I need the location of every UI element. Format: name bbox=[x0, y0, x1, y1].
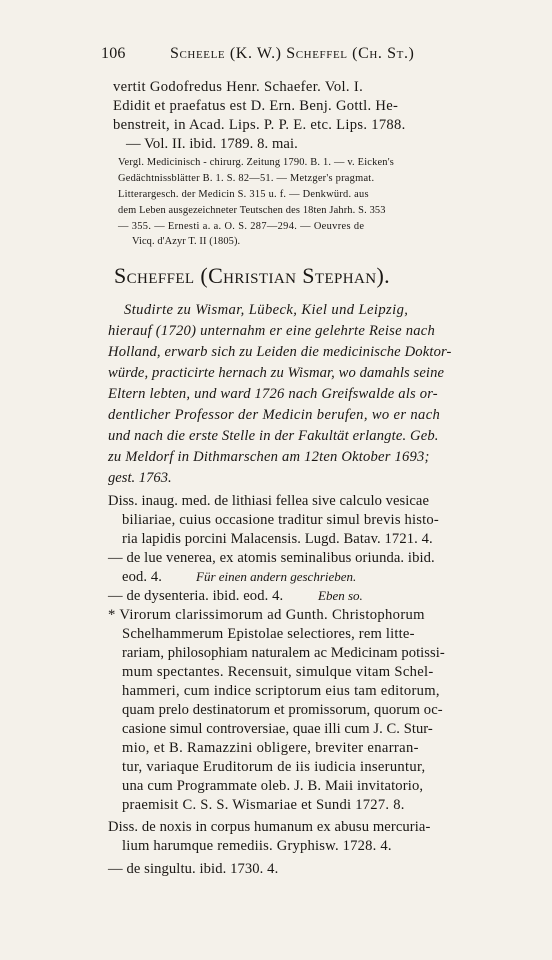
running-title: Scheele (K. W.) Scheffel (Ch. St.) bbox=[170, 45, 415, 62]
entry-heading: Scheffel (Christian Stephan). bbox=[114, 263, 391, 288]
work-line: Diss. inaug. med. de lithiasi fellea sive calculo vesicae bbox=[108, 493, 429, 509]
biography-line: dentlicher Professor der Medicin berufen, wo er nach bbox=[108, 407, 441, 423]
reference-line: dem Leben ausgezeichneter Teutschen des 18ten Jahrh. S. 353 bbox=[118, 205, 386, 216]
work-line: una cum Programmate oleb. J. B. Maii invitatorio, bbox=[122, 778, 424, 794]
biography-line: Holland, erwarb sich zu Leiden die medicinische Doktor- bbox=[108, 344, 452, 360]
page-number: 106 bbox=[101, 45, 126, 62]
work-line: casione simul controversiae, quae illi cum J. C. Stur- bbox=[122, 721, 433, 737]
top-entry-line: benstreit, in Acad. Lips. P. P. E. etc. Lips. 1788. bbox=[113, 117, 406, 133]
work-line: praemisit C. S. S. Wismariae et Sundi 1727. 8. bbox=[122, 797, 405, 813]
reference-line: Gedächtnissblätter B. 1. S. 82—51. — Metzger's pragmat. bbox=[118, 173, 375, 184]
work-line: biliariae, cuius occasione traditur simul brevis histo- bbox=[122, 512, 439, 528]
work-line: mio, et B. Ramazzini obligere, breviter enarran- bbox=[122, 740, 419, 756]
top-entry-line: vertit Godofredus Henr. Schaefer. Vol. I. bbox=[113, 79, 364, 95]
reference-line: Vergl. Medicinisch - chirurg. Zeitung 1790. B. 1. — v. Eicken's bbox=[118, 157, 395, 168]
biography-line: Eltern lebten, und ward 1726 nach Greifswalde als or- bbox=[108, 386, 438, 402]
biography-line: und nach die erste Stelle in der Fakultät erlangte. Geb. bbox=[108, 428, 439, 444]
biography-line: zu Meldorf in Dithmarschen am 12ten Oktober 1693; bbox=[108, 449, 430, 465]
work-line: lium harumque remediis. Gryphisw. 1728. 4. bbox=[122, 838, 392, 854]
work-note: Eben so. bbox=[318, 588, 363, 603]
reference-line: Litterargesch. der Medicin S. 315 u. f. — Denkwürd. aus bbox=[118, 189, 369, 200]
work-line: — de singultu. ibid. 1730. 4. bbox=[108, 861, 279, 877]
work-line: * Virorum clarissimorum ad Gunth. Christophorum bbox=[108, 607, 425, 623]
work-line: eod. 4. bbox=[122, 569, 163, 585]
reference-line: Vicq. d'Azyr T. II (1805). bbox=[132, 236, 241, 247]
biography-line: gest. 1763. bbox=[108, 470, 172, 486]
work-line: Diss. de noxis in corpus humanum ex abusu mercuria- bbox=[108, 819, 431, 835]
work-line: Schelhammerum Epistolae selectiores, rem litte- bbox=[122, 626, 415, 642]
biography-line: Studirte zu Wismar, Lübeck, Kiel und Leipzig, bbox=[124, 302, 409, 318]
work-line: — de dysenteria. ibid. eod. 4. bbox=[108, 588, 284, 604]
work-line: rariam, philosophiam naturalem ac Medicinam potissi- bbox=[122, 645, 445, 661]
biography-line: würde, practicirte hernach zu Wismar, wo damahls seine bbox=[108, 365, 445, 381]
top-entry-line: — Vol. II. ibid. 1789. 8. mai. bbox=[126, 136, 298, 152]
work-line: hammeri, cum indice scriptorum eius tam editorum, bbox=[122, 683, 440, 699]
biography-line: hierauf (1720) unternahm er eine gelehrte Reise nach bbox=[108, 323, 436, 339]
work-line: ria lapidis porcini Malacensis. Lugd. Batav. 1721. 4. bbox=[122, 531, 433, 547]
work-line: — de lue venerea, ex atomis seminalibus oriunda. ibid. bbox=[108, 550, 435, 566]
work-line: quam prelo destinatorum et promissorum, quorum oc- bbox=[122, 702, 443, 718]
work-note: Für einen andern geschrieben. bbox=[196, 569, 357, 584]
reference-line: — 355. — Ernesti a. a. O. S. 287—294. — Oeuvres de bbox=[118, 221, 365, 232]
work-line: mum spectantes. Recensuit, simulque vitam Schel- bbox=[122, 664, 434, 680]
work-line: tur, variaque Eruditorum de iis iudicia inseruntur, bbox=[122, 759, 426, 775]
top-entry-line: Edidit et praefatus est D. Ern. Benj. Gottl. He- bbox=[113, 98, 399, 114]
